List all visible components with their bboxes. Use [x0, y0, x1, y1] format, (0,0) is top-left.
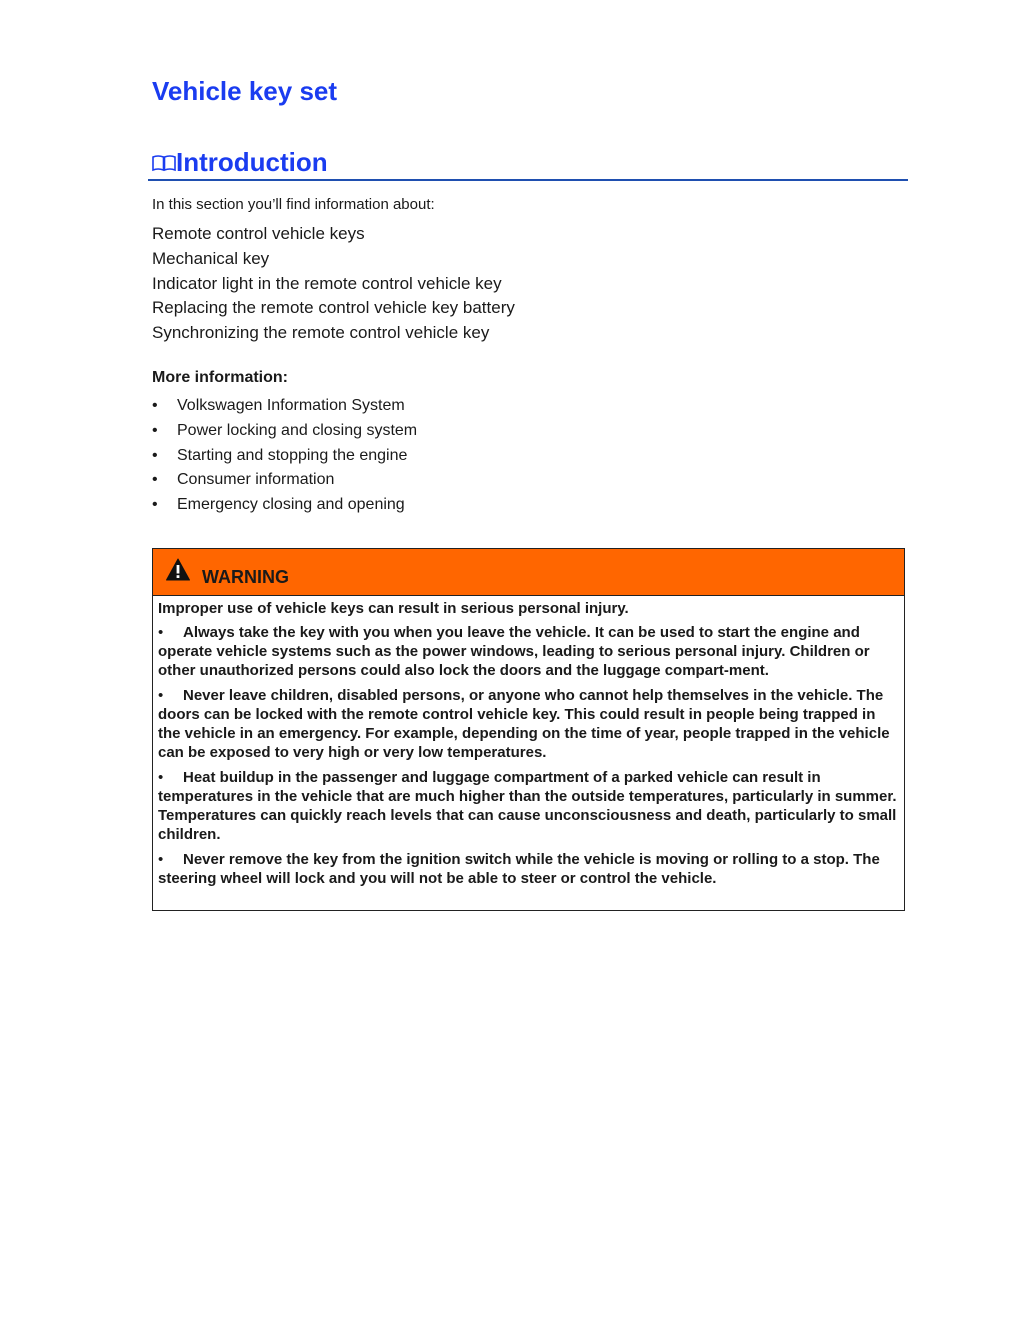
bullet: •	[158, 624, 164, 641]
warning-box	[152, 548, 905, 911]
more-info-item[interactable]	[152, 444, 417, 469]
bullet: •	[152, 421, 158, 439]
more-info-item[interactable]	[152, 493, 417, 518]
more-info-label: Volkswagen Information System	[177, 397, 405, 414]
section-header	[148, 145, 908, 181]
topic-item[interactable]: Synchronizing the remote control vehicle key	[152, 323, 490, 343]
warning-item-text: Always take the key with you when you leave the vehicle. It can be used to start the engine and operate vehicle systems such as the power windows, leading to serious personal injury. Children or other unauthorized persons could also lock the doors and the luggage compart-ment.	[158, 624, 870, 679]
bullet: •	[158, 687, 164, 704]
more-info-label: Emergency closing and opening	[177, 496, 405, 514]
more-info-label: Consumer information	[177, 471, 335, 489]
warning-header	[153, 549, 904, 596]
section-title: Introduction	[176, 147, 328, 177]
warning-item	[158, 850, 899, 888]
warning-item-text: Heat buildup in the passenger and luggage compartment of a parked vehicle can result in temperatures in the vehicle that are much higher than the outside temperatures, particularly in summer. Temperatures can quickly reach levels that can cause unconsciousness and death, particularly to small children.	[158, 769, 897, 843]
topic-item[interactable]: Remote control vehicle keys	[152, 224, 365, 243]
bullet: •	[158, 851, 164, 868]
warning-item	[158, 768, 899, 844]
more-info-item[interactable]	[152, 394, 417, 419]
warning-item-text: Never leave children, disabled persons, or anyone who cannot help themselves in the vehicle. The doors can be locked with the remote control vehicle key. This could result in people being trapped in the vehicle in an emergency. For example, depending on the time of year, people trapped in the vehicle can be exposed to very high or very low temperatures.	[158, 687, 890, 761]
more-info-label: Starting and stopping the engine	[177, 446, 408, 464]
more-info-item[interactable]	[152, 419, 417, 444]
bullet: •	[152, 471, 158, 489]
warning-label: WARNING	[202, 567, 289, 587]
bullet: •	[152, 446, 158, 464]
warning-triangle-icon	[166, 558, 190, 581]
topic-item[interactable]: Mechanical key	[152, 248, 270, 268]
bullet: •	[152, 496, 158, 514]
more-info-heading: More information:	[152, 369, 288, 386]
warning-lead: Improper use of vehicle keys can result in serious personal injury.	[158, 600, 629, 617]
page-title: Vehicle key set	[152, 76, 338, 106]
book-icon	[152, 154, 176, 172]
bullet: •	[152, 397, 158, 414]
more-info-item[interactable]	[152, 468, 417, 493]
topic-list	[152, 222, 515, 346]
bullet: •	[158, 769, 164, 786]
topic-item[interactable]: Indicator light in the remote control vehicle key	[152, 273, 502, 293]
warning-item-text: Never remove the key from the ignition switch while the vehicle is moving or rolling to a stop. The steering wheel will lock and you will not be able to steer or control the vehicle.	[158, 851, 880, 887]
more-info-list	[152, 394, 417, 518]
warning-item	[158, 623, 899, 680]
more-info-label: Power locking and closing system	[177, 421, 418, 439]
warning-item	[158, 686, 899, 762]
intro-text: In this section you’ll find information about:	[152, 196, 435, 213]
warning-body	[153, 599, 904, 888]
topic-item[interactable]: Replacing the remote control vehicle key battery	[152, 298, 515, 318]
